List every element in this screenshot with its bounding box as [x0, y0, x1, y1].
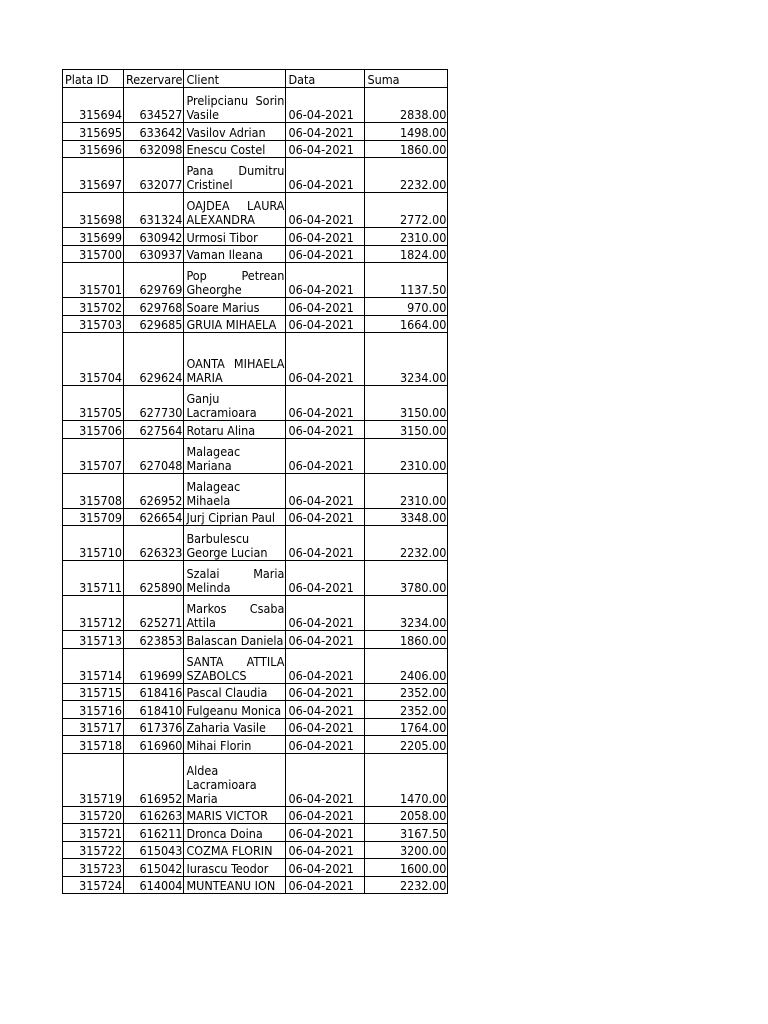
payments-table: [62, 69, 448, 894]
cell-client: Ganju Lacramioara: [184, 386, 286, 421]
cell-plata-id: 315707: [63, 438, 124, 473]
cell-data: 06-04-2021: [286, 824, 365, 842]
cell-plata-id: 315715: [63, 683, 124, 701]
cell-plata-id: 315704: [63, 333, 124, 386]
cell-data: 06-04-2021: [286, 841, 365, 859]
cell-suma: 2232.00: [365, 876, 448, 894]
cell-client: Pop Petrean Gheorghe: [184, 263, 286, 298]
cell-rezervare: 617376: [124, 718, 184, 736]
cell-rezervare: 629769: [124, 263, 184, 298]
table-row: [63, 158, 448, 193]
cell-suma: 1860.00: [365, 140, 448, 158]
cell-plata-id: 315698: [63, 193, 124, 228]
cell-client: SANTA ATTILA SZABOLCS: [184, 648, 286, 683]
cell-rezervare: 631324: [124, 193, 184, 228]
cell-suma: 1860.00: [365, 631, 448, 649]
cell-suma: 2406.00: [365, 648, 448, 683]
table-row: [63, 561, 448, 596]
cell-data: 06-04-2021: [286, 228, 365, 246]
table-row: [63, 193, 448, 228]
cell-data: 06-04-2021: [286, 140, 365, 158]
cell-rezervare: 630937: [124, 245, 184, 263]
cell-data: 06-04-2021: [286, 333, 365, 386]
cell-data: 06-04-2021: [286, 438, 365, 473]
cell-data: 06-04-2021: [286, 859, 365, 877]
cell-rezervare: 625890: [124, 561, 184, 596]
cell-rezervare: 616263: [124, 806, 184, 824]
cell-plata-id: 315712: [63, 596, 124, 631]
table-row: [63, 508, 448, 526]
cell-client: MARIS VICTOR: [184, 806, 286, 824]
cell-suma: 2232.00: [365, 158, 448, 193]
cell-plata-id: 315710: [63, 526, 124, 561]
cell-rezervare: 627564: [124, 421, 184, 439]
cell-plata-id: 315724: [63, 876, 124, 894]
cell-client: Soare Marius: [184, 298, 286, 316]
cell-client: Dronca Doina: [184, 824, 286, 842]
table-row: [63, 683, 448, 701]
cell-plata-id: 315699: [63, 228, 124, 246]
cell-rezervare: 629768: [124, 298, 184, 316]
table-row: [63, 596, 448, 631]
cell-plata-id: 315703: [63, 315, 124, 333]
cell-suma: 2232.00: [365, 526, 448, 561]
table-row: [63, 245, 448, 263]
cell-data: 06-04-2021: [286, 648, 365, 683]
cell-plata-id: 315720: [63, 806, 124, 824]
cell-suma: 1824.00: [365, 245, 448, 263]
cell-plata-id: 315713: [63, 631, 124, 649]
cell-suma: 1137.50: [365, 263, 448, 298]
cell-plata-id: 315722: [63, 841, 124, 859]
table-row: [63, 123, 448, 141]
cell-suma: 3780.00: [365, 561, 448, 596]
cell-rezervare: 618416: [124, 683, 184, 701]
cell-client: COZMA FLORIN: [184, 841, 286, 859]
cell-client: Enescu Costel: [184, 140, 286, 158]
table-row: [63, 701, 448, 719]
cell-suma: 3167.50: [365, 824, 448, 842]
cell-client: Balascan Daniela: [184, 631, 286, 649]
table-row: [63, 806, 448, 824]
cell-data: 06-04-2021: [286, 718, 365, 736]
cell-rezervare: 627048: [124, 438, 184, 473]
cell-suma: 1600.00: [365, 859, 448, 877]
table-row: [63, 298, 448, 316]
cell-suma: 3150.00: [365, 421, 448, 439]
cell-suma: 3200.00: [365, 841, 448, 859]
cell-data: 06-04-2021: [286, 473, 365, 508]
cell-data: 06-04-2021: [286, 631, 365, 649]
cell-client: OAJDEA LAURA ALEXANDRA: [184, 193, 286, 228]
table-row: [63, 228, 448, 246]
cell-data: 06-04-2021: [286, 421, 365, 439]
cell-rezervare: 616960: [124, 736, 184, 754]
cell-suma: 970.00: [365, 298, 448, 316]
cell-data: 06-04-2021: [286, 596, 365, 631]
cell-data: 06-04-2021: [286, 263, 365, 298]
cell-data: 06-04-2021: [286, 386, 365, 421]
cell-client: Malageac Mariana: [184, 438, 286, 473]
cell-plata-id: 315701: [63, 263, 124, 298]
cell-client: Jurj Ciprian Paul: [184, 508, 286, 526]
header-row: [63, 70, 448, 88]
cell-data: 06-04-2021: [286, 526, 365, 561]
cell-plata-id: 315705: [63, 386, 124, 421]
cell-rezervare: 632098: [124, 140, 184, 158]
cell-rezervare: 632077: [124, 158, 184, 193]
cell-plata-id: 315708: [63, 473, 124, 508]
cell-client: Vaman Ileana: [184, 245, 286, 263]
table-row: [63, 263, 448, 298]
cell-suma: 1498.00: [365, 123, 448, 141]
cell-data: 06-04-2021: [286, 315, 365, 333]
table-row: [63, 876, 448, 894]
cell-suma: 3234.00: [365, 333, 448, 386]
cell-rezervare: 626952: [124, 473, 184, 508]
cell-suma: 2310.00: [365, 228, 448, 246]
cell-suma: 2205.00: [365, 736, 448, 754]
cell-plata-id: 315700: [63, 245, 124, 263]
cell-plata-id: 315719: [63, 753, 124, 806]
table-row: [63, 438, 448, 473]
cell-suma: 3348.00: [365, 508, 448, 526]
cell-data: 06-04-2021: [286, 561, 365, 596]
table-row: [63, 736, 448, 754]
cell-data: 06-04-2021: [286, 806, 365, 824]
table-row: [63, 386, 448, 421]
cell-client: Szalai Maria Melinda: [184, 561, 286, 596]
header-plata-id: Plata ID: [63, 70, 124, 88]
cell-suma: 1470.00: [365, 753, 448, 806]
cell-suma: 2310.00: [365, 438, 448, 473]
table-row: [63, 333, 448, 386]
cell-plata-id: 315721: [63, 824, 124, 842]
cell-rezervare: 619699: [124, 648, 184, 683]
cell-client: GRUIA MIHAELA: [184, 315, 286, 333]
cell-suma: 2838.00: [365, 88, 448, 123]
cell-rezervare: 630942: [124, 228, 184, 246]
cell-rezervare: 633642: [124, 123, 184, 141]
cell-client: Aldea Lacramioara Maria: [184, 753, 286, 806]
cell-plata-id: 315709: [63, 508, 124, 526]
cell-client: Pana Dumitru Cristinel: [184, 158, 286, 193]
table-row: [63, 841, 448, 859]
cell-data: 06-04-2021: [286, 298, 365, 316]
cell-plata-id: 315714: [63, 648, 124, 683]
cell-client: Urmosi Tibor: [184, 228, 286, 246]
table-row: [63, 631, 448, 649]
table-row: [63, 753, 448, 806]
cell-plata-id: 315723: [63, 859, 124, 877]
table-row: [63, 88, 448, 123]
cell-client: Zaharia Vasile: [184, 718, 286, 736]
cell-plata-id: 315702: [63, 298, 124, 316]
cell-client: Fulgeanu Monica: [184, 701, 286, 719]
cell-data: 06-04-2021: [286, 158, 365, 193]
cell-plata-id: 315718: [63, 736, 124, 754]
cell-data: 06-04-2021: [286, 123, 365, 141]
cell-rezervare: 618410: [124, 701, 184, 719]
cell-plata-id: 315711: [63, 561, 124, 596]
table-row: [63, 718, 448, 736]
cell-data: 06-04-2021: [286, 876, 365, 894]
cell-suma: 3234.00: [365, 596, 448, 631]
cell-data: 06-04-2021: [286, 683, 365, 701]
cell-plata-id: 315694: [63, 88, 124, 123]
cell-rezervare: 623853: [124, 631, 184, 649]
table-row: [63, 859, 448, 877]
cell-suma: 1664.00: [365, 315, 448, 333]
cell-client: Rotaru Alina: [184, 421, 286, 439]
cell-plata-id: 315706: [63, 421, 124, 439]
cell-plata-id: 315695: [63, 123, 124, 141]
cell-suma: 2772.00: [365, 193, 448, 228]
cell-plata-id: 315716: [63, 701, 124, 719]
table-row: [63, 526, 448, 561]
header-suma: Suma: [365, 70, 448, 88]
table-row: [63, 140, 448, 158]
cell-client: MUNTEANU ION: [184, 876, 286, 894]
cell-data: 06-04-2021: [286, 753, 365, 806]
cell-client: Pascal Claudia: [184, 683, 286, 701]
cell-client: Mihai Florin: [184, 736, 286, 754]
header-data: Data: [286, 70, 365, 88]
cell-data: 06-04-2021: [286, 193, 365, 228]
cell-data: 06-04-2021: [286, 88, 365, 123]
cell-suma: 2310.00: [365, 473, 448, 508]
cell-rezervare: 615042: [124, 859, 184, 877]
cell-rezervare: 629685: [124, 315, 184, 333]
cell-rezervare: 614004: [124, 876, 184, 894]
cell-rezervare: 627730: [124, 386, 184, 421]
cell-rezervare: 615043: [124, 841, 184, 859]
cell-suma: 1764.00: [365, 718, 448, 736]
cell-plata-id: 315697: [63, 158, 124, 193]
table-row: [63, 824, 448, 842]
table-row: [63, 315, 448, 333]
cell-client: Prelipcianu Sorin Vasile: [184, 88, 286, 123]
cell-client: Barbulescu George Lucian: [184, 526, 286, 561]
cell-rezervare: 626323: [124, 526, 184, 561]
cell-client: Iurascu Teodor: [184, 859, 286, 877]
cell-data: 06-04-2021: [286, 245, 365, 263]
cell-data: 06-04-2021: [286, 701, 365, 719]
cell-suma: 3150.00: [365, 386, 448, 421]
cell-rezervare: 629624: [124, 333, 184, 386]
cell-client: Vasilov Adrian: [184, 123, 286, 141]
cell-client: Malageac Mihaela: [184, 473, 286, 508]
cell-suma: 2352.00: [365, 701, 448, 719]
cell-suma: 2058.00: [365, 806, 448, 824]
cell-rezervare: 616211: [124, 824, 184, 842]
cell-data: 06-04-2021: [286, 736, 365, 754]
cell-data: 06-04-2021: [286, 508, 365, 526]
header-client: Client: [184, 70, 286, 88]
cell-rezervare: 626654: [124, 508, 184, 526]
cell-rezervare: 634527: [124, 88, 184, 123]
header-rezervare: Rezervare: [124, 70, 184, 88]
cell-client: OANTA MIHAELA MARIA: [184, 333, 286, 386]
cell-rezervare: 625271: [124, 596, 184, 631]
table-row: [63, 421, 448, 439]
cell-client: Markos Csaba Attila: [184, 596, 286, 631]
cell-rezervare: 616952: [124, 753, 184, 806]
cell-plata-id: 315717: [63, 718, 124, 736]
table-row: [63, 648, 448, 683]
table-row: [63, 473, 448, 508]
cell-suma: 2352.00: [365, 683, 448, 701]
cell-plata-id: 315696: [63, 140, 124, 158]
